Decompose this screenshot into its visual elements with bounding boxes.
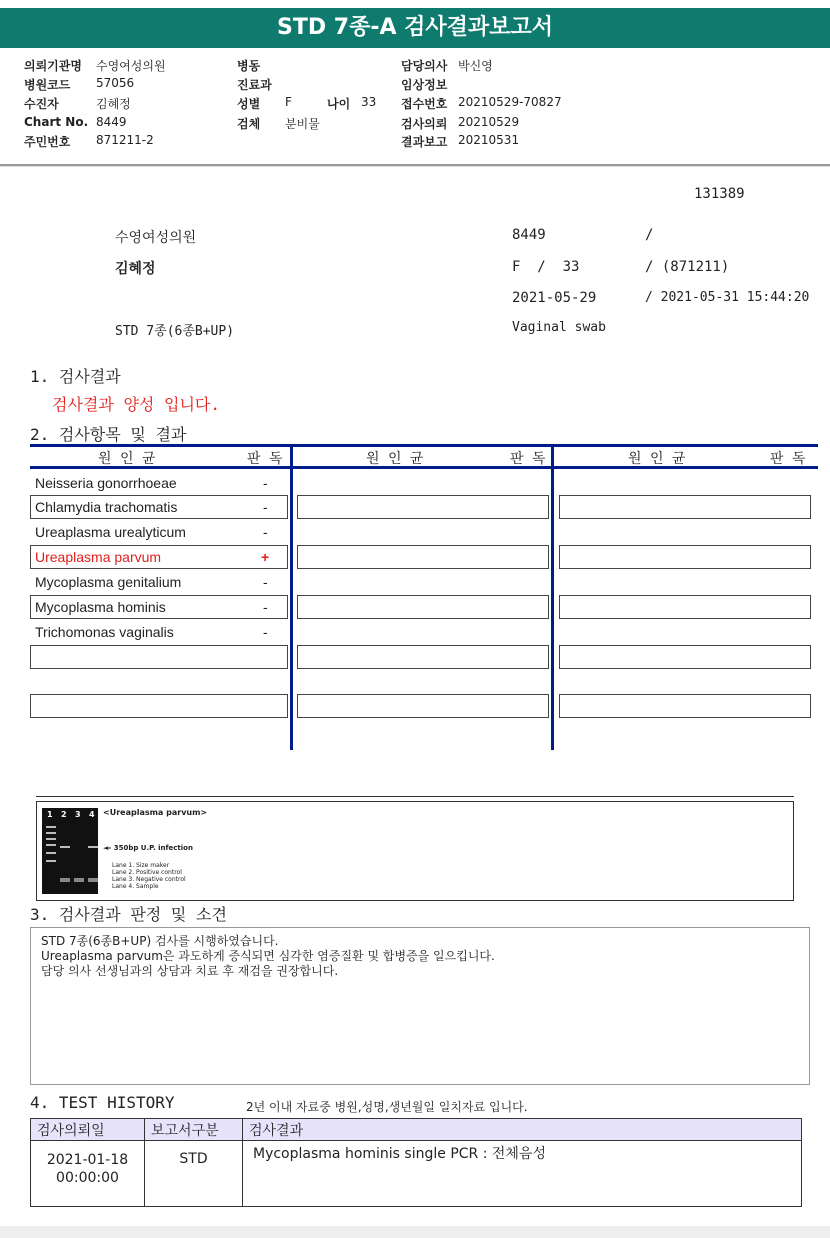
- row-box-empty: [559, 645, 811, 669]
- gel-legend-item: Lane 3. Negative control: [112, 876, 186, 883]
- label-requester: 의뢰기관명: [24, 59, 82, 73]
- organism-name: Ureaplasma urealyticum: [35, 524, 186, 540]
- history-col-date: 검사의뢰일: [31, 1119, 145, 1141]
- section1-result: 검사결과 양성 입니다.: [52, 395, 221, 414]
- report-id: 131389: [694, 186, 745, 202]
- label-doctor: 담당의사: [401, 59, 448, 73]
- organism-name: Neisseria gonorrhoeae: [35, 475, 177, 491]
- row-box-empty: [559, 595, 811, 619]
- value-doctor: 박신영: [458, 59, 493, 73]
- history-row: [31, 1141, 802, 1207]
- table-row: [35, 495, 285, 519]
- table-row: [35, 595, 285, 619]
- info-clinic: 수영여성의원: [115, 230, 197, 246]
- organism-name: Mycoplasma genitalium: [35, 574, 182, 590]
- header-organism-2: 원 인 균: [366, 451, 424, 467]
- section2-heading: 2. 검사항목 및 결과: [30, 425, 187, 444]
- value-sex: F: [285, 95, 292, 109]
- info-report-datetime: / 2021-05-31 15:44:20: [645, 290, 810, 305]
- label-hospital-code: 병원코드: [24, 78, 71, 92]
- gel-band: [46, 844, 56, 846]
- opinion-line: Ureaplasma parvum은 과도하게 증식되면 심각한 염증질환 및 합병증을 일으킵니다.: [41, 949, 495, 963]
- gel-band: [46, 852, 56, 854]
- table-row-positive: [35, 545, 285, 569]
- label-report-date: 결과보고: [401, 135, 448, 149]
- gel-band: [46, 832, 56, 834]
- organism-name: Trichomonas vaginalis: [35, 624, 174, 640]
- label-request-date: 검사의뢰: [401, 117, 448, 131]
- history-type: STD: [145, 1141, 243, 1207]
- label-specimen: 검체: [237, 117, 261, 131]
- info-slash: /: [645, 227, 654, 243]
- organism-result: -: [263, 624, 268, 640]
- gel-lane-label: 3: [75, 810, 81, 819]
- table-row: [35, 520, 285, 544]
- gel-legend-item: Lane 1. Size maker: [112, 862, 170, 869]
- header-result-2: 판 독: [510, 451, 546, 467]
- organism-name: Mycoplasma hominis: [35, 599, 166, 615]
- header-divider-shadow: [0, 166, 830, 167]
- row-box-empty: [559, 495, 811, 519]
- value-resident-no: 871211-2: [96, 133, 154, 147]
- organism-result: -: [263, 475, 268, 491]
- history-time: 00:00:00: [56, 1170, 119, 1186]
- row-box-empty: [297, 645, 549, 669]
- gel-electrophoresis-image: [42, 808, 98, 894]
- info-request-date: 2021-05-29: [512, 290, 597, 306]
- value-receipt-no: 20210529-70827: [458, 95, 562, 109]
- opinion-line: STD 7종(6종B+UP) 검사를 시행하였습니다.: [41, 934, 279, 948]
- gel-lane-label: 4: [89, 810, 95, 819]
- label-sex: 성별: [237, 97, 261, 111]
- gel-band: [46, 838, 56, 840]
- row-box-empty: [297, 495, 549, 519]
- opinion-box: [30, 927, 810, 1085]
- section4-heading: 4. TEST HISTORY: [30, 1093, 175, 1112]
- history-table: [30, 1118, 802, 1207]
- row-box-empty: [297, 595, 549, 619]
- gel-top-rule: [36, 796, 794, 797]
- row-box-empty: [297, 545, 549, 569]
- report-title: STD 7종-A 검사결과보고서: [0, 8, 830, 48]
- label-department: 진료과: [237, 78, 272, 92]
- organism-name: Ureaplasma parvum: [35, 549, 162, 565]
- gel-band: [60, 878, 70, 882]
- gel-lane-label: 2: [61, 810, 67, 819]
- info-patient-name: 김혜정: [115, 261, 156, 277]
- label-chart-no: Chart No.: [24, 115, 89, 129]
- section3-heading: 3. 검사결과 판정 및 소견: [30, 905, 227, 924]
- gel-band: [88, 878, 98, 882]
- history-note: 2년 이내 자료중 병원,성명,생년월일 일치자료 입니다.: [246, 1100, 528, 1114]
- organism-result: -: [263, 524, 268, 540]
- gel-legend-item: Lane 2. Positive control: [112, 869, 182, 876]
- table-row: [35, 620, 285, 644]
- gel-title: <Ureaplasma parvum>: [103, 808, 208, 817]
- table-row: [35, 471, 285, 495]
- gel-band: [46, 826, 56, 828]
- value-chart-no: 8449: [96, 115, 127, 129]
- history-col-type: 보고서구분: [145, 1119, 243, 1141]
- row-box-empty: [30, 694, 288, 718]
- header-organism-1: 원 인 균: [98, 451, 156, 467]
- table-divider-2: [551, 444, 554, 750]
- row-box-empty: [297, 694, 549, 718]
- gel-band: [88, 846, 98, 848]
- info-sex-age: F / 33: [512, 259, 580, 275]
- history-result: Mycoplasma hominis single PCR : 전체음성: [243, 1141, 802, 1207]
- label-patient: 수진자: [24, 97, 59, 111]
- gel-arrow-label: ◄- 350bp U.P. infection: [103, 844, 193, 852]
- organism-result: +: [261, 549, 270, 565]
- history-date-cell: [31, 1141, 145, 1207]
- header-result-1: 판 독: [247, 451, 283, 467]
- page-footer-bar: [0, 1226, 830, 1238]
- value-requester: 수영여성의원: [96, 59, 166, 73]
- organism-result: -: [263, 499, 268, 515]
- value-age: 33: [361, 95, 377, 109]
- row-box-empty: [30, 645, 288, 669]
- gel-lane-label: 1: [47, 810, 53, 819]
- history-header-row: [31, 1119, 802, 1141]
- table-top-line: [30, 444, 818, 447]
- gel-band: [46, 860, 56, 862]
- gel-legend-item: Lane 4. Sample: [112, 883, 159, 890]
- opinion-line: 담당 의사 선생님과의 상담과 치료 후 재검을 권장합니다.: [41, 964, 339, 978]
- history-date: 2021-01-18: [46, 1152, 129, 1168]
- label-receipt-no: 접수번호: [401, 97, 448, 111]
- label-clinical-info: 임상정보: [401, 78, 448, 92]
- info-specimen: Vaginal swab: [512, 320, 606, 335]
- section1-heading: 1. 검사결과: [30, 367, 121, 386]
- header-result-3: 판 독: [770, 451, 806, 467]
- gel-legend: [112, 862, 186, 890]
- info-birth: / (871211): [645, 259, 730, 275]
- info-test-name: STD 7종(6종B+UP): [115, 324, 235, 339]
- gel-band: [74, 878, 84, 882]
- value-specimen: 분비물: [285, 117, 320, 131]
- row-box-empty: [559, 545, 811, 569]
- gel-band: [60, 846, 70, 848]
- label-resident-no: 주민번호: [24, 135, 71, 149]
- table-row: [35, 570, 285, 594]
- header-organism-3: 원 인 균: [628, 451, 686, 467]
- table-divider-1: [290, 444, 293, 750]
- history-col-result: 검사결과: [243, 1119, 802, 1141]
- value-hospital-code: 57056: [96, 76, 135, 90]
- row-box-empty: [559, 694, 811, 718]
- organism-result: -: [263, 574, 268, 590]
- info-chart: 8449: [512, 227, 546, 243]
- label-age: 나이: [327, 97, 351, 111]
- organism-result: -: [263, 599, 268, 615]
- value-patient: 김혜정: [96, 97, 131, 111]
- label-ward: 병동: [237, 59, 261, 73]
- value-request-date: 20210529: [458, 115, 520, 129]
- organism-name: Chlamydia trachomatis: [35, 499, 178, 515]
- value-report-date: 20210531: [458, 133, 520, 147]
